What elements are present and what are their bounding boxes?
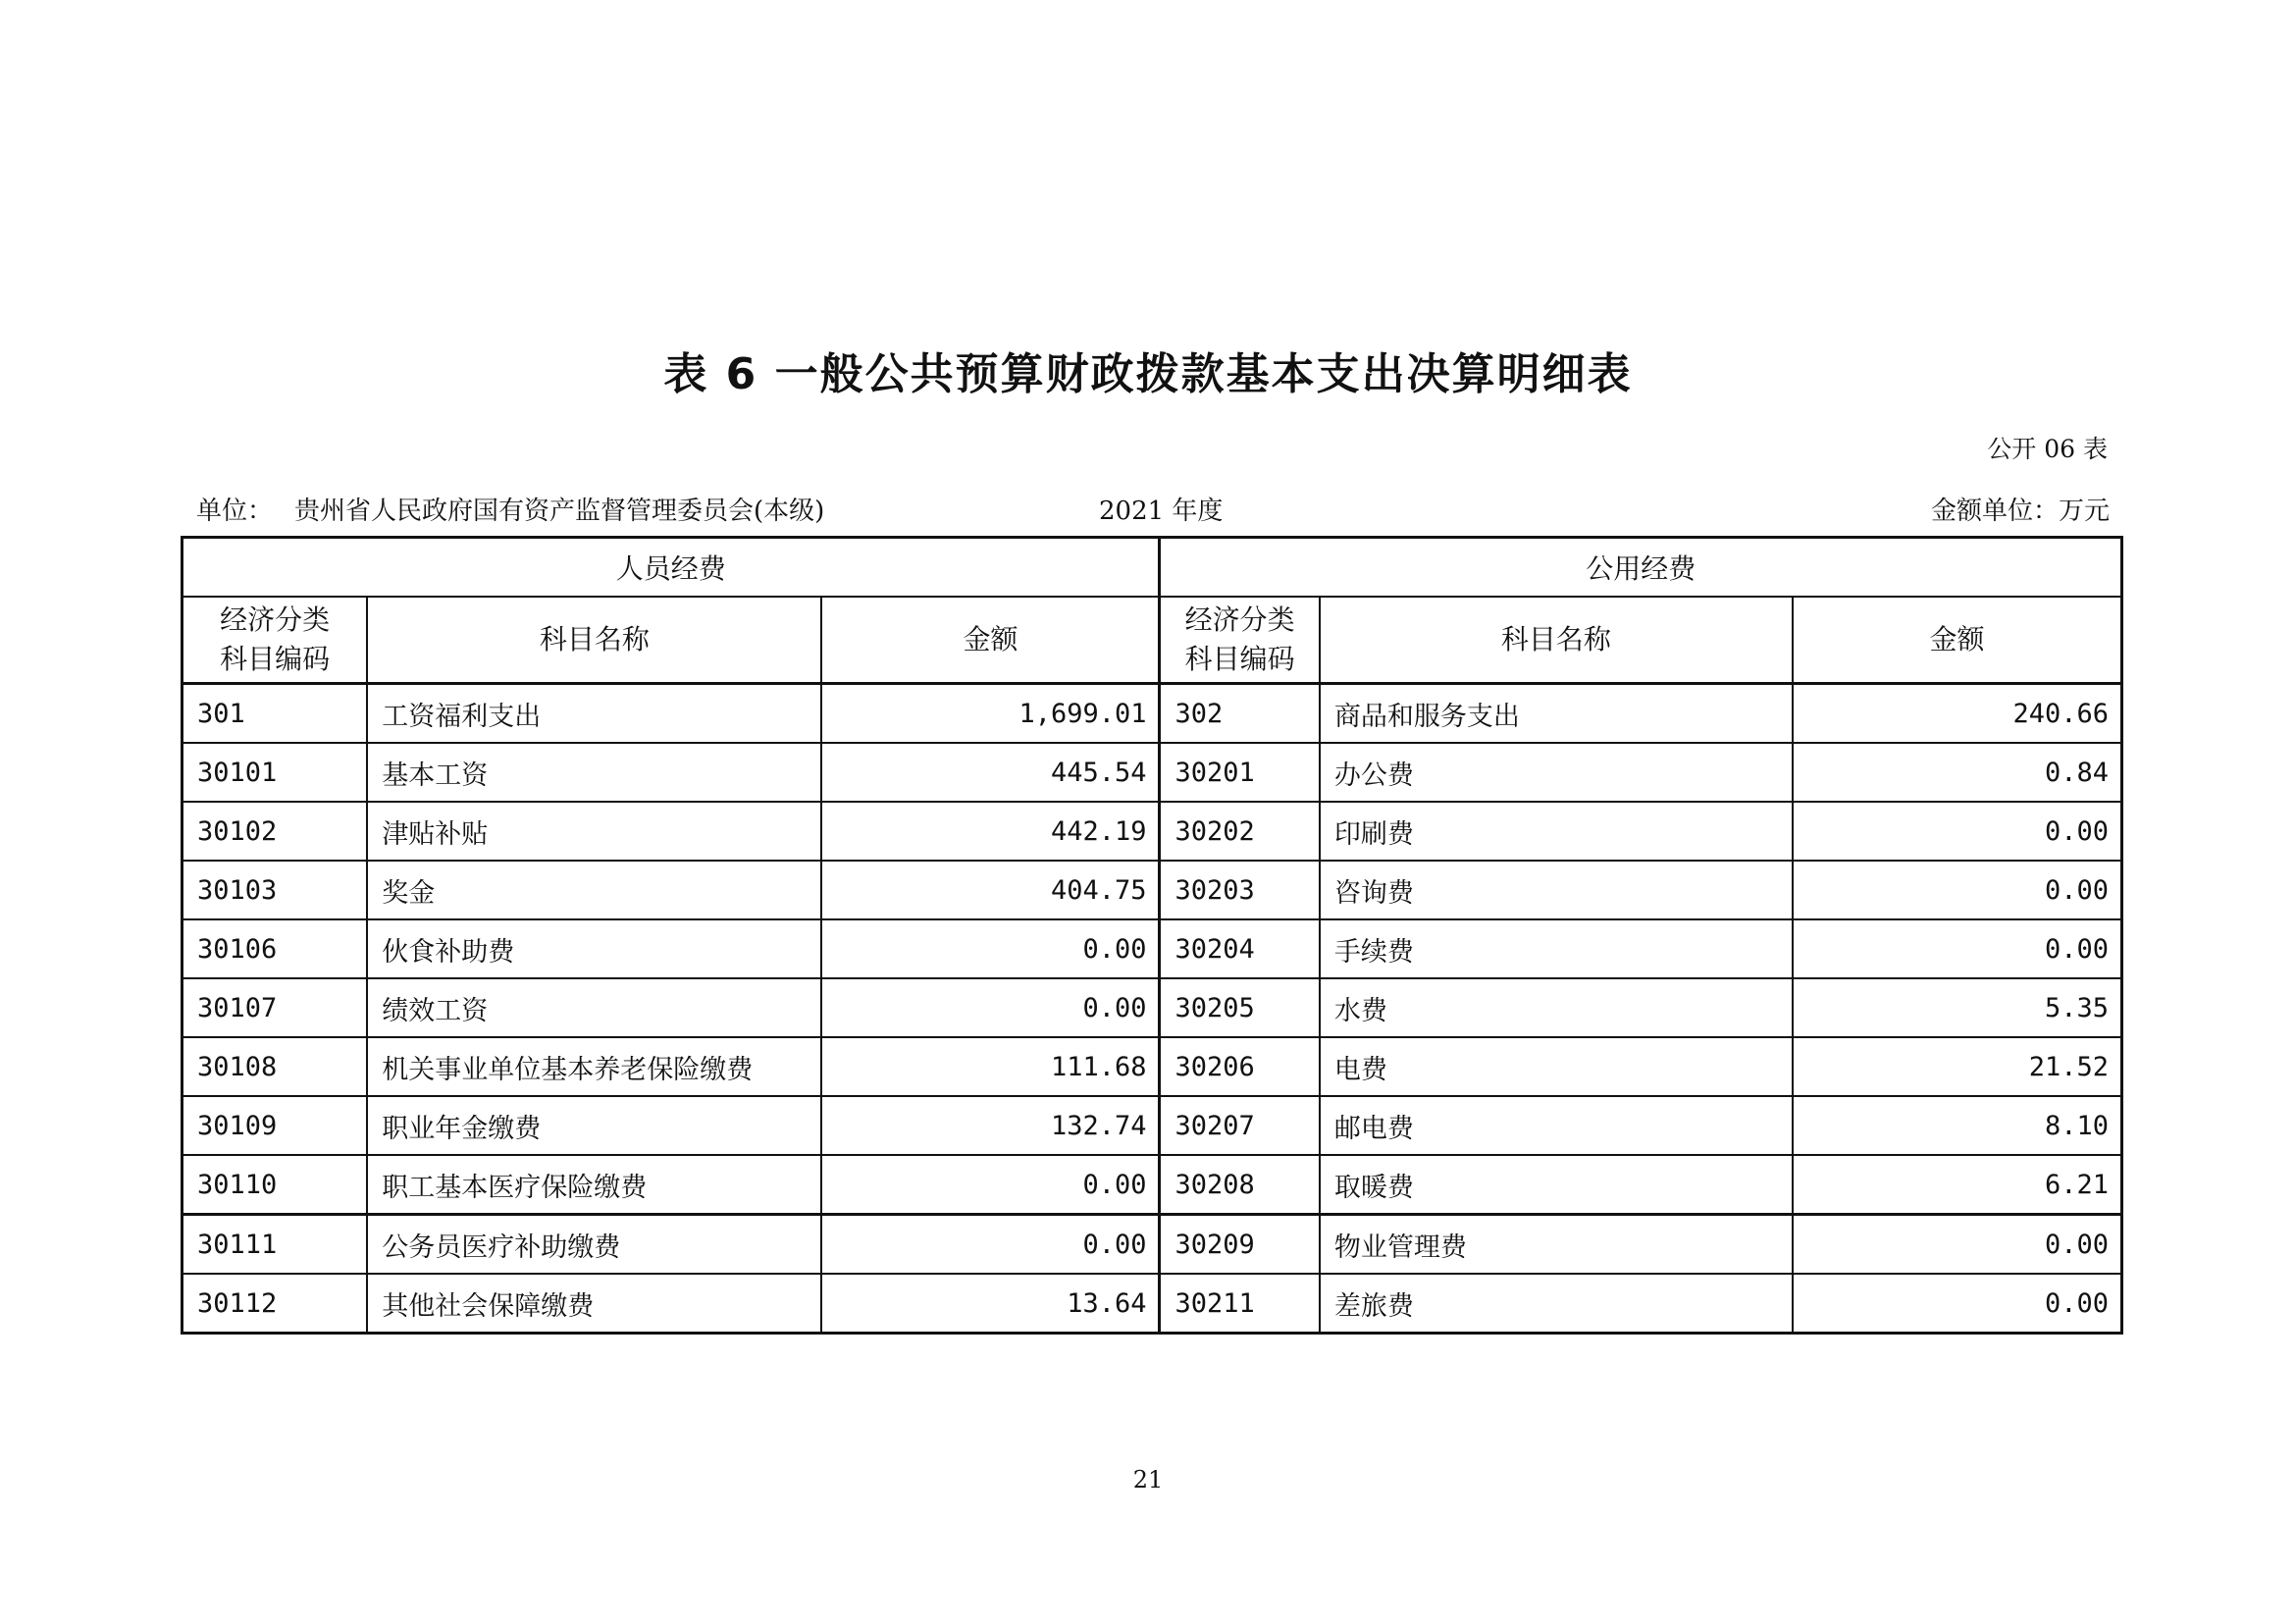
right-code-cell: 30208	[1160, 1155, 1320, 1215]
right-code-cell: 30204	[1160, 919, 1320, 978]
right-amount-cell: 0.84	[1793, 743, 2122, 802]
right-name-cell: 电费	[1320, 1037, 1793, 1096]
right-amount-cell: 0.00	[1793, 861, 2122, 919]
left-amount-cell: 442.19	[821, 802, 1160, 861]
left-amount-cell: 0.00	[821, 919, 1160, 978]
left-name-cell: 伙食补助费	[367, 919, 821, 978]
col-header-code-left: 经济分类 科目编码	[183, 597, 368, 684]
left-name-cell: 工资福利支出	[367, 684, 821, 744]
left-code-cell: 30101	[183, 743, 368, 802]
right-amount-cell: 0.00	[1793, 1274, 2122, 1334]
right-code-cell: 30207	[1160, 1096, 1320, 1155]
col-header-amount-right: 金额	[1793, 597, 2122, 684]
table-row	[183, 684, 2122, 744]
right-amount-cell: 0.00	[1793, 1215, 2122, 1275]
left-amount-cell: 0.00	[821, 1215, 1160, 1275]
right-amount-cell: 6.21	[1793, 1155, 2122, 1215]
left-code-cell: 30102	[183, 802, 368, 861]
right-amount-cell: 5.35	[1793, 978, 2122, 1037]
table-row	[183, 1037, 2122, 1096]
group-header-personnel: 人员经费	[183, 538, 1160, 598]
right-amount-cell: 8.10	[1793, 1096, 2122, 1155]
right-name-cell: 邮电费	[1320, 1096, 1793, 1155]
left-code-cell: 30111	[183, 1215, 368, 1275]
left-amount-cell: 404.75	[821, 861, 1160, 919]
left-amount-cell: 1,699.01	[821, 684, 1160, 744]
budget-detail-table	[181, 536, 2123, 1335]
unit-name: 贵州省人民政府国有资产监督管理委员会(本级)	[294, 497, 825, 526]
right-code-cell: 30209	[1160, 1215, 1320, 1275]
page-number: 21	[1132, 1466, 1164, 1493]
right-code-cell: 302	[1160, 684, 1320, 744]
group-header-public: 公用经费	[1160, 538, 2122, 598]
right-name-cell: 办公费	[1320, 743, 1793, 802]
left-amount-cell: 445.54	[821, 743, 1160, 802]
table-row	[183, 1274, 2122, 1334]
right-code-cell: 30202	[1160, 802, 1320, 861]
fiscal-year: 2021 年度	[1099, 497, 1224, 526]
page-title: 表 6 一般公共预算财政拨款基本支出决算明细表	[663, 349, 1633, 399]
left-code-cell: 30107	[183, 978, 368, 1037]
right-code-cell: 30206	[1160, 1037, 1320, 1096]
table-row	[183, 1155, 2122, 1215]
left-amount-cell: 111.68	[821, 1037, 1160, 1096]
table-row	[183, 743, 2122, 802]
meta-row	[196, 491, 2110, 526]
table-row	[183, 978, 2122, 1037]
left-code-cell: 30112	[183, 1274, 368, 1334]
left-name-cell: 津贴补贴	[367, 802, 821, 861]
col-header-name-left: 科目名称	[367, 597, 821, 684]
table-row	[183, 1215, 2122, 1275]
currency-unit: 金额单位：万元	[1930, 497, 2110, 526]
right-name-cell: 水费	[1320, 978, 1793, 1037]
right-name-cell: 印刷费	[1320, 802, 1793, 861]
left-name-cell: 其他社会保障缴费	[367, 1274, 821, 1334]
right-code-cell: 30205	[1160, 978, 1320, 1037]
unit-label: 单位：	[196, 497, 274, 526]
right-name-cell: 差旅费	[1320, 1274, 1793, 1334]
right-code-cell: 30203	[1160, 861, 1320, 919]
left-name-cell: 绩效工资	[367, 978, 821, 1037]
left-amount-cell: 13.64	[821, 1274, 1160, 1334]
table-row	[183, 919, 2122, 978]
left-name-cell: 机关事业单位基本养老保险缴费	[367, 1037, 821, 1096]
left-name-cell: 职工基本医疗保险缴费	[367, 1155, 821, 1215]
table-row	[183, 802, 2122, 861]
right-code-cell: 30211	[1160, 1274, 1320, 1334]
left-name-cell: 基本工资	[367, 743, 821, 802]
right-name-cell: 商品和服务支出	[1320, 684, 1793, 744]
left-code-cell: 30106	[183, 919, 368, 978]
table-row	[183, 861, 2122, 919]
right-name-cell: 手续费	[1320, 919, 1793, 978]
left-code-cell: 30109	[183, 1096, 368, 1155]
left-amount-cell: 132.74	[821, 1096, 1160, 1155]
right-amount-cell: 0.00	[1793, 919, 2122, 978]
col-header-name-right: 科目名称	[1320, 597, 1793, 684]
right-amount-cell: 0.00	[1793, 802, 2122, 861]
left-code-cell: 30110	[183, 1155, 368, 1215]
left-code-cell: 30103	[183, 861, 368, 919]
left-name-cell: 职业年金缴费	[367, 1096, 821, 1155]
left-name-cell: 公务员医疗补助缴费	[367, 1215, 821, 1275]
right-code-cell: 30201	[1160, 743, 1320, 802]
table-body	[183, 684, 2122, 1334]
col-header-amount-left: 金额	[821, 597, 1160, 684]
right-amount-cell: 21.52	[1793, 1037, 2122, 1096]
left-name-cell: 奖金	[367, 861, 821, 919]
left-code-cell: 301	[183, 684, 368, 744]
left-amount-cell: 0.00	[821, 978, 1160, 1037]
left-amount-cell: 0.00	[821, 1155, 1160, 1215]
table-row	[183, 1096, 2122, 1155]
left-code-cell: 30108	[183, 1037, 368, 1096]
col-header-code-right: 经济分类 科目编码	[1160, 597, 1320, 684]
right-name-cell: 物业管理费	[1320, 1215, 1793, 1275]
right-name-cell: 取暖费	[1320, 1155, 1793, 1215]
right-name-cell: 咨询费	[1320, 861, 1793, 919]
form-code: 公开 06 表	[1987, 435, 2108, 463]
right-amount-cell: 240.66	[1793, 684, 2122, 744]
